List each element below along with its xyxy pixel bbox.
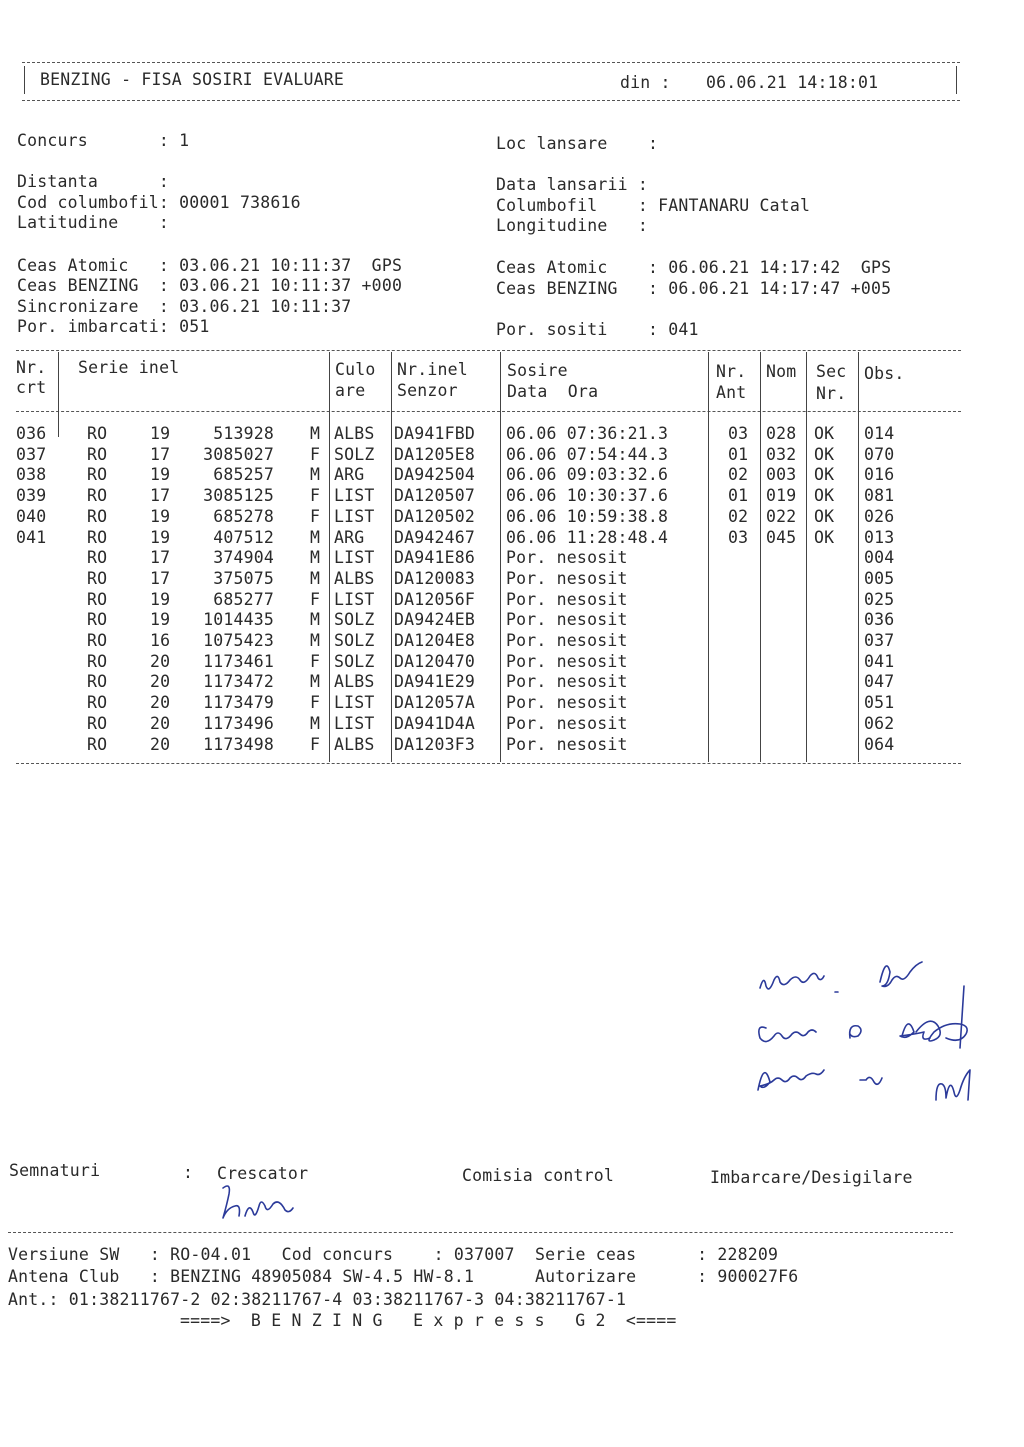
row-sex: M (310, 548, 321, 568)
footer-line-3: Ant.: 01:38211767-2 02:38211767-4 03:38211767-3 04:38211767-1 (8, 1290, 627, 1309)
row-sensor: DA120502 (394, 506, 476, 526)
col-sep (858, 352, 859, 762)
signature-imbarcare-label: Imbarcare/Desigilare (710, 1168, 913, 1187)
row-year: 17 (150, 486, 171, 506)
row-color: ALBS (334, 568, 375, 588)
header-right-border (956, 66, 957, 94)
row-sex: M (310, 527, 321, 547)
row-color: SOLZ (334, 651, 375, 671)
row-arrival: 06.06 07:36:21.3 (506, 424, 669, 443)
row-year: 16 (150, 631, 171, 650)
signature-crescator-label: Crescator (217, 1164, 309, 1183)
row-color: LIST (334, 693, 375, 713)
row-year: 17 (150, 444, 171, 464)
row-sex: M (310, 631, 321, 650)
row-ring-number: 3085027 (203, 444, 274, 464)
row-year: 17 (150, 568, 171, 588)
row-country: RO (87, 610, 108, 630)
row-color: ARG (334, 527, 365, 547)
row-color: LIST (334, 589, 375, 609)
row-arrival: 06.06 07:54:44.3 (506, 444, 669, 464)
row-nr: 039 (16, 486, 47, 506)
th-culoare-1: Culo (335, 360, 376, 379)
row-country: RO (87, 424, 108, 443)
info-cod-columbofil: Cod columbofil: 00001 738616 (17, 193, 301, 212)
row-arrival: Por. nesosit (506, 610, 628, 630)
row-ring-number: 685257 (213, 465, 274, 485)
row-ring-number: 3085125 (203, 486, 274, 506)
row-sex: F (310, 486, 321, 506)
row-sec: OK (814, 527, 835, 547)
row-sec: OK (814, 486, 835, 506)
col-sep (329, 352, 330, 762)
th-nr-ant-2: Ant (716, 383, 747, 402)
row-ring-number: 1014435 (203, 610, 274, 630)
col-sep (500, 352, 501, 762)
row-sex: M (310, 713, 321, 733)
row-arrival: 06.06 10:30:37.6 (506, 486, 669, 506)
row-color: LIST (334, 506, 375, 526)
row-ring-number: 1173479 (203, 693, 274, 713)
row-year: 19 (150, 527, 171, 547)
row-nom: 003 (766, 465, 797, 485)
row-sensor: DA941FBD (394, 424, 476, 443)
col-sep (391, 352, 392, 762)
row-ring-number: 685277 (213, 589, 274, 609)
row-color: LIST (334, 548, 375, 568)
row-antenna: 01 (728, 444, 749, 464)
row-year: 19 (150, 506, 171, 526)
report-date-value: 06.06.21 14:18:01 (706, 73, 879, 92)
row-year: 20 (150, 713, 171, 733)
info-loc-lansare: Loc lansare : (496, 134, 659, 153)
row-antenna: 03 (728, 424, 749, 443)
footer-line-2: Antena Club : BENZING 48905084 SW-4.5 HW-8.1 Autorizare : 900027F6 (8, 1267, 799, 1286)
row-ring-number: 1173496 (203, 713, 274, 733)
row-arrival: Por. nesosit (506, 693, 628, 713)
signatures-colon: : (183, 1163, 194, 1182)
header-top-rule (22, 62, 960, 63)
row-color: SOLZ (334, 444, 375, 464)
footer-top-rule (8, 1232, 953, 1233)
info-por-imbarcati: Por. imbarcati: 051 (17, 317, 210, 336)
row-sex: M (310, 568, 321, 588)
row-year: 17 (150, 548, 171, 568)
row-country: RO (87, 444, 108, 464)
row-country: RO (87, 486, 108, 506)
row-sex: F (310, 444, 321, 464)
row-nom: 045 (766, 527, 797, 547)
row-color: ALBS (334, 424, 375, 443)
row-arrival: 06.06 11:28:48.4 (506, 527, 669, 547)
row-antenna: 02 (728, 465, 749, 485)
row-obs: 081 (864, 486, 895, 506)
row-obs: 051 (864, 693, 895, 713)
th-nom: Nom (766, 362, 797, 381)
row-sec: OK (814, 424, 835, 443)
th-nr-crt-2: crt (16, 378, 47, 397)
row-obs: 014 (864, 424, 895, 443)
row-obs: 013 (864, 527, 895, 547)
info-concurs: Concurs : 1 (17, 131, 190, 150)
row-nr: 036 (16, 424, 47, 443)
row-obs: 004 (864, 548, 895, 568)
row-ring-number: 513928 (213, 424, 274, 443)
report-date-label: din : (620, 73, 671, 92)
row-antenna: 02 (728, 506, 749, 526)
row-sex: F (310, 693, 321, 713)
info-data-lansarii: Data lansarii : (496, 175, 649, 194)
row-antenna: 01 (728, 486, 749, 506)
row-obs: 026 (864, 506, 895, 526)
row-country: RO (87, 651, 108, 671)
row-ring-number: 407512 (213, 527, 274, 547)
row-country: RO (87, 568, 108, 588)
row-year: 19 (150, 610, 171, 630)
row-arrival: Por. nesosit (506, 548, 628, 568)
th-nr-crt-1: Nr. (16, 358, 47, 377)
row-color: SOLZ (334, 631, 375, 650)
row-arrival: Por. nesosit (506, 651, 628, 671)
row-nr: 037 (16, 444, 47, 464)
row-ring-number: 374904 (213, 548, 274, 568)
row-arrival: Por. nesosit (506, 631, 628, 650)
th-serie-inel: Serie inel (78, 358, 180, 377)
info-distanta: Distanta : (17, 172, 170, 191)
th-nr-ant-1: Nr. (716, 362, 747, 381)
col-sep (760, 352, 761, 762)
row-color: LIST (334, 713, 375, 733)
row-sensor: DA942467 (394, 527, 476, 547)
row-obs: 025 (864, 589, 895, 609)
row-arrival: Por. nesosit (506, 734, 628, 754)
th-sosire-2: Data Ora (507, 382, 599, 401)
row-arrival: Por. nesosit (506, 568, 628, 588)
row-sensor: DA1203F3 (394, 734, 476, 754)
row-sensor: DA9424EB (394, 610, 476, 630)
row-ring-number: 685278 (213, 506, 274, 526)
row-year: 19 (150, 589, 171, 609)
row-color: ARG (334, 465, 365, 485)
info-ceas-benzing-right: Ceas BENZING : 06.06.21 14:17:47 +005 (496, 279, 892, 298)
row-sex: M (310, 610, 321, 630)
row-arrival: 06.06 09:03:32.6 (506, 465, 669, 485)
row-year: 20 (150, 651, 171, 671)
info-ceas-benzing-left: Ceas BENZING : 03.06.21 10:11:37 +000 (17, 276, 403, 295)
table-header-rule (16, 411, 961, 412)
row-color: LIST (334, 486, 375, 506)
row-ring-number: 1173472 (203, 672, 274, 692)
table-top-rule (16, 350, 961, 351)
crescator-signature-graphic (215, 1182, 305, 1227)
row-sex: F (310, 506, 321, 526)
row-arrival: Por. nesosit (506, 589, 628, 609)
row-sensor: DA942504 (394, 465, 476, 485)
row-sex: F (310, 734, 321, 754)
header-left-border (24, 66, 25, 94)
row-nom: 022 (766, 506, 797, 526)
row-sec: OK (814, 506, 835, 526)
row-sensor: DA1205E8 (394, 444, 476, 464)
row-sensor: DA941E29 (394, 672, 476, 692)
row-sensor: DA941E86 (394, 548, 476, 568)
info-longitudine: Longitudine : (496, 216, 649, 235)
row-nr: 041 (16, 527, 47, 547)
row-obs: 016 (864, 465, 895, 485)
info-sincronizare: Sincronizare : 03.06.21 10:11:37 (17, 297, 352, 316)
row-nom: 019 (766, 486, 797, 506)
row-color: SOLZ (334, 610, 375, 630)
row-sex: F (310, 651, 321, 671)
commission-signatures-graphic (740, 940, 1000, 1120)
signatures-label: Semnaturi (9, 1161, 101, 1180)
row-sensor: DA120507 (394, 486, 476, 506)
info-ceas-atomic-right: Ceas Atomic : 06.06.21 14:17:42 GPS (496, 258, 892, 277)
row-obs: 005 (864, 568, 895, 588)
row-sensor: DA12056F (394, 589, 476, 609)
row-arrival: 06.06 10:59:38.8 (506, 506, 669, 526)
row-sex: M (310, 424, 321, 443)
row-country: RO (87, 527, 108, 547)
row-country: RO (87, 465, 108, 485)
row-ring-number: 1173498 (203, 734, 274, 754)
row-year: 19 (150, 424, 171, 443)
row-country: RO (87, 734, 108, 754)
row-year: 20 (150, 672, 171, 692)
row-ring-number: 1075423 (203, 631, 274, 650)
row-country: RO (87, 548, 108, 568)
row-sec: OK (814, 465, 835, 485)
row-country: RO (87, 713, 108, 733)
col-sep (806, 352, 807, 762)
th-sec-1: Sec (816, 362, 847, 381)
row-sec: OK (814, 444, 835, 464)
row-nom: 032 (766, 444, 797, 464)
signature-comisia-label: Comisia control (462, 1166, 615, 1185)
table-bottom-rule (16, 763, 961, 764)
row-obs: 036 (864, 610, 895, 630)
row-year: 19 (150, 465, 171, 485)
row-country: RO (87, 693, 108, 713)
row-antenna: 03 (728, 527, 749, 547)
row-color: ALBS (334, 734, 375, 754)
row-sensor: DA120083 (394, 568, 476, 588)
row-sex: M (310, 672, 321, 692)
row-color: ALBS (334, 672, 375, 692)
row-sensor: DA1204E8 (394, 631, 476, 650)
header-bottom-rule (22, 100, 960, 101)
footer-line-1: Versiune SW : RO-04.01 Cod concurs : 037007 Serie ceas : 228209 (8, 1245, 779, 1264)
row-country: RO (87, 589, 108, 609)
row-obs: 064 (864, 734, 895, 754)
row-obs: 062 (864, 713, 895, 733)
col-sep (58, 352, 59, 437)
row-ring-number: 375075 (213, 568, 274, 588)
info-ceas-atomic-left: Ceas Atomic : 03.06.21 10:11:37 GPS (17, 256, 403, 275)
row-nr: 038 (16, 465, 47, 485)
row-year: 20 (150, 734, 171, 754)
col-sep (708, 352, 709, 762)
row-sex: F (310, 589, 321, 609)
row-sex: M (310, 465, 321, 485)
row-nr: 040 (16, 506, 47, 526)
row-country: RO (87, 672, 108, 692)
row-sensor: DA120470 (394, 651, 476, 671)
row-ring-number: 1173461 (203, 651, 274, 671)
row-country: RO (87, 631, 108, 650)
row-arrival: Por. nesosit (506, 672, 628, 692)
footer-banner: ====> B E N Z I N G E x p r e s s G 2 <==== (180, 1311, 677, 1330)
row-sensor: DA12057A (394, 693, 476, 713)
row-country: RO (87, 506, 108, 526)
th-obs: Obs. (864, 364, 905, 383)
report-title: BENZING - FISA SOSIRI EVALUARE (40, 70, 345, 89)
info-columbofil: Columbofil : FANTANARU Catal (496, 196, 811, 215)
th-sosire-1: Sosire (507, 361, 568, 380)
th-nr-inel-2: Senzor (397, 381, 458, 400)
row-obs: 041 (864, 651, 895, 671)
info-por-sositi: Por. sositi : 041 (496, 320, 699, 339)
info-latitudine: Latitudine : (17, 213, 170, 232)
row-sensor: DA941D4A (394, 713, 476, 733)
row-obs: 047 (864, 672, 895, 692)
row-obs: 037 (864, 631, 895, 650)
row-nom: 028 (766, 424, 797, 443)
th-culoare-2: are (335, 381, 366, 400)
row-year: 20 (150, 693, 171, 713)
th-nr-inel-1: Nr.inel (397, 360, 468, 379)
row-obs: 070 (864, 444, 895, 464)
th-sec-2: Nr. (816, 384, 847, 403)
row-arrival: Por. nesosit (506, 713, 628, 733)
